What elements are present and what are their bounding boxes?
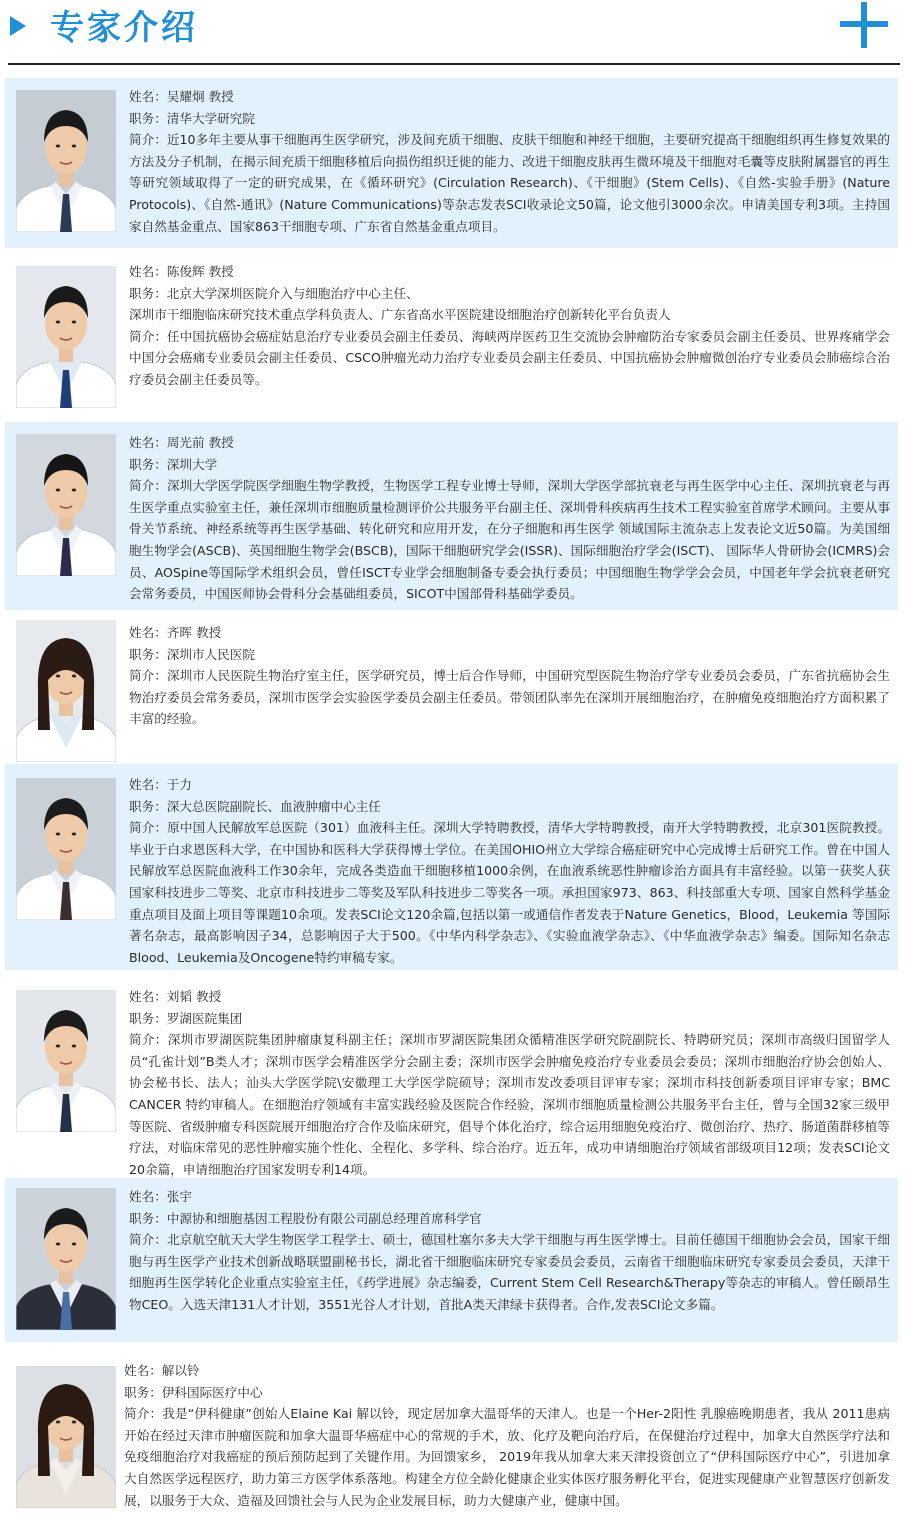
expert-intro: 简介：深圳市人民医院生物治疗室主任，医学研究员，博士后合作导师，中国研究型医院生物治疗学专业委员会委员，广东省抗癌协会生物治疗委员会常务委员，深圳市医学会实验医学委员会副主任委员。带领团队率先在深圳开展细胞治疗，在肿瘤免疫细胞治疗方面积累了丰富的经验。 [129,668,890,727]
expert-position: 深圳市干细胞临床研究技术重点学科负责人、广东省高水平医院建设细胞治疗创新转化平台负责人 [129,307,671,323]
expert-info [129,774,890,968]
expert-intro: 简介：深圳大学医学院医学细胞生物学教授，生物医学工程专业博士导师，深圳大学医学部抗衰老与再生医学中心主任、深圳抗衰老与再生医学重点实验室主任，兼任深圳市细胞质量检测评价公共服务平台副主任、深圳骨科疾病再生技术工程实验室首席学术顾问。主要从事骨关节系统、神经系统等再生医学基础、转化研究和应用开发，在分子细胞和再生医学 领域国际主流杂志上发表论文近50篇。为美国细胞生物学会(ASCB)、英国细胞生物学会(BSCB)，国际干细胞研究学会(ISSR)、国际细胞治疗学会(ISCT)、 国际华人骨研协会(ICMRS)会员、AOSpine等国际学术组织会员，曾任ISCT专业学会细胞制备专委会执行委员；中国细胞生物学学会会员，中国老年学会抗衰老研究会常务委员，中国医师协会骨科分会基础组委员，SICOT中国部骨科基础学委员。 [129,478,890,602]
expert-position: 职务：中源协和细胞基因工程股份有限公司副总经理首席科学官 [129,1210,482,1226]
expert-info [129,1186,890,1316]
expert-card [5,764,898,970]
expert-position: 职务：伊科国际医疗中心 [124,1384,263,1400]
expert-photo [16,1366,116,1508]
expert-info [124,1360,890,1511]
expert-intro: 简介：北京航空航天大学生物医学工程学士、硕士，德国杜塞尔多夫大学干细胞与再生医学博士。目前任德国干细胞协会会员，国家干细胞与再生医学产业技术创新战略联盟副秘书长，湖北省干细胞临床研究专家委员会委员，云南省干细胞临床研究专家委员会委员，天津干细胞再生医学转化企业重点实验室主任，《药学进展》杂志编委，Current Stem Cell Research&Therapy等杂志的审稿人。曾任颐昂生物CEO。入选天津131人才计划，3551光谷人才计划，首批A类天津绿卡获得者。合作,发表SCI论文多篇。 [129,1232,890,1312]
expert-name: 姓名：陈俊辉 教授 [129,264,234,279]
expert-name: 姓名：于力 [129,777,192,792]
expert-card [5,422,898,610]
expert-intro: 简介：我是“伊科健康”创始人Elaine Kai 解以铃，现定居加拿大温哥华的天津人。也是一个Her-2阳性 乳腺癌晚期患者，我从 2011患病开始在经过天津市肿瘤医院和加拿大温哥华癌症中心的常规的手术，放、化疗及靶向治疗后，在保健治疗过程中，加拿大自然医学疗法和免疫细胞治疗对我癌症的预后预防起到了关键作用。为回馈家乡， 2019年我从加拿大来天津投资创立了“伊科国际医疗中心”，引进加拿大自然医学远程医疗，助力第三方医学体系落地。构建全方位全龄化健康企业实体医疗服务孵化平台，促进实现健康产业智慧医疗创新发展，以服务于大众、造福及回馈社会与人民为企业发展目标，助力大健康产业，健康中国。 [124,1406,890,1508]
expert-name: 姓名：周光前 教授 [129,435,234,450]
expert-card [5,976,898,1177]
expert-info [129,261,890,391]
expert-name: 姓名：张宇 [129,1189,192,1204]
expert-name: 姓名：吴耀炯 教授 [129,89,234,104]
expert-info [129,86,890,237]
section-title: 专家介绍 [50,8,198,48]
expert-card [5,616,898,760]
expert-position: 职务：罗湖医院集团 [129,1010,243,1026]
expert-name: 姓名：刘韬 教授 [129,989,222,1004]
triangle-bullet-icon [10,16,26,36]
expert-photo [16,90,116,232]
expert-intro: 简介：任中国抗癌协会癌症姑息治疗专业委员会副主任委员、海峡两岸医药卫生交流协会肿瘤防治专家委员会副主任委员、世界疼痛学会中国分会癌痛专业委员会副主任委员、CSCO肿瘤光动力治疗专业委员会副主任委员、中国抗癌协会肿瘤微创治疗专业委员会肺癌综合治疗委员会副主任委员等。 [129,328,890,387]
section-header [0,0,908,62]
plus-icon [840,2,888,48]
expert-photo [16,266,116,408]
expert-card [5,78,898,248]
expert-position: 职务：深大总医院副院长、血液肿瘤中心主任 [129,798,381,814]
expert-info [129,432,890,605]
expert-position: 职务：深圳市人民医院 [129,646,255,662]
expert-info [129,986,890,1180]
expert-intro: 简介：深圳市罗湖医院集团肿瘤康复科副主任；深圳市罗湖医院集团众循精准医学研究院副院长、特聘研究员；深圳市高级归国留学人员“孔雀计划”B类人才；深圳市医学会精准医学分会副主委；深圳市医学会肿瘤免疫治疗专业委员会委员；深圳市细胞治疗协会创始人、协会秘书长、法人；汕头大学医学院\安徽理工大学医学院硕导；深圳市发改委项目评审专家；深圳市科技创新委项目评审专家；BMC CANCER 特约审稿人。在细胞治疗领域有丰富实践经验及医院合作经验，深圳市细胞质量检测公共服务平台主任，曾与全国32家三级甲等医院、省级肿瘤专科医院展开细胞治疗合作及临床研究，倡导个体化治疗，综合运用细胞免疫治疗、微创治疗、热疗、肠道菌群移植等疗法，对临床常见的恶性肿瘤实施个性化、全程化、多学科、综合治疗。近五年，成功申请细胞治疗领域省部级项目12项；发表SCI论文20余篇，申请细胞治疗国家发明专利14项。 [129,1032,890,1177]
expert-name: 姓名：解以铃 [124,1363,200,1378]
expert-photo [16,778,116,920]
expert-info [129,622,890,730]
expert-photo [16,434,116,576]
expert-position: 职务：北京大学深圳医院介入与细胞治疗中心主任、 [129,285,419,301]
expert-photo [16,620,116,762]
expert-card [5,254,898,416]
expert-name: 姓名：齐晖 教授 [129,625,222,640]
expert-intro: 简介：原中国人民解放军总医院（301）血液科主任。深圳大学特聘教授，清华大学特聘教授，南开大学特聘教授，北京301医院教授。毕业于白求恩医科大学，在中国协和医科大学获得博士学位。在美国OHIO州立大学综合癌症研究中心完成博士后研究工作。曾在中国人民解放军总医院血液科工作30余年，完成各类造血干细胞移植1000余例，在血液系统恶性肿瘤诊治方面具有丰富经验。以第一获奖人获国家科技进步二等奖、北京市科技进步二等奖及军队科技进步二等奖各一项。承担国家973、863、科技部重大专项、国家自然科学基金重点项目及面上项目等课题10余项。发表SCI论文120余篇,包括以第一或通信作者发表于Nature Genetics，Blood，Leukemia 等国际著名杂志，最高影响因子34，总影响因子大于500。《中华内科学杂志》、《实验血液学杂志》、《中华血液学杂志》编委。国际知名杂志Blood、Leukemia及Oncogene特约审稿专家。 [129,820,890,965]
expert-position: 职务：清华大学研究院 [129,110,255,126]
expert-photo [16,1188,116,1330]
expert-card [5,1352,898,1518]
expert-intro: 简介：近10多年主要从事干细胞再生医学研究，涉及间充质干细胞、皮肤干细胞和神经干细胞，主要研究提高干细胞组织再生修复效果的方法及分子机制，在揭示间充质干细胞移植后向损伤组织迁徙的能力、改进干细胞皮肤再生微环境及干细胞对毛囊等皮肤附属器官的再生等研究领域取得了一定的研究成果，在《循环研究》(Circulation Research)、《干细胞》(Stem Cells)、《自然-实验手册》(Nature Protocols)、《自然-通讯》(Nature Communications)等杂志发表SCI收录论文50篇，论文他引3000余次。申请美国专利3项。主持国家自然基金重点、国家863干细胞专项、广东省自然基金重点项目。 [129,132,890,234]
expert-card [5,1178,898,1342]
header-divider [8,63,900,65]
expert-position: 职务：深圳大学 [129,456,218,472]
expert-photo [16,990,116,1132]
